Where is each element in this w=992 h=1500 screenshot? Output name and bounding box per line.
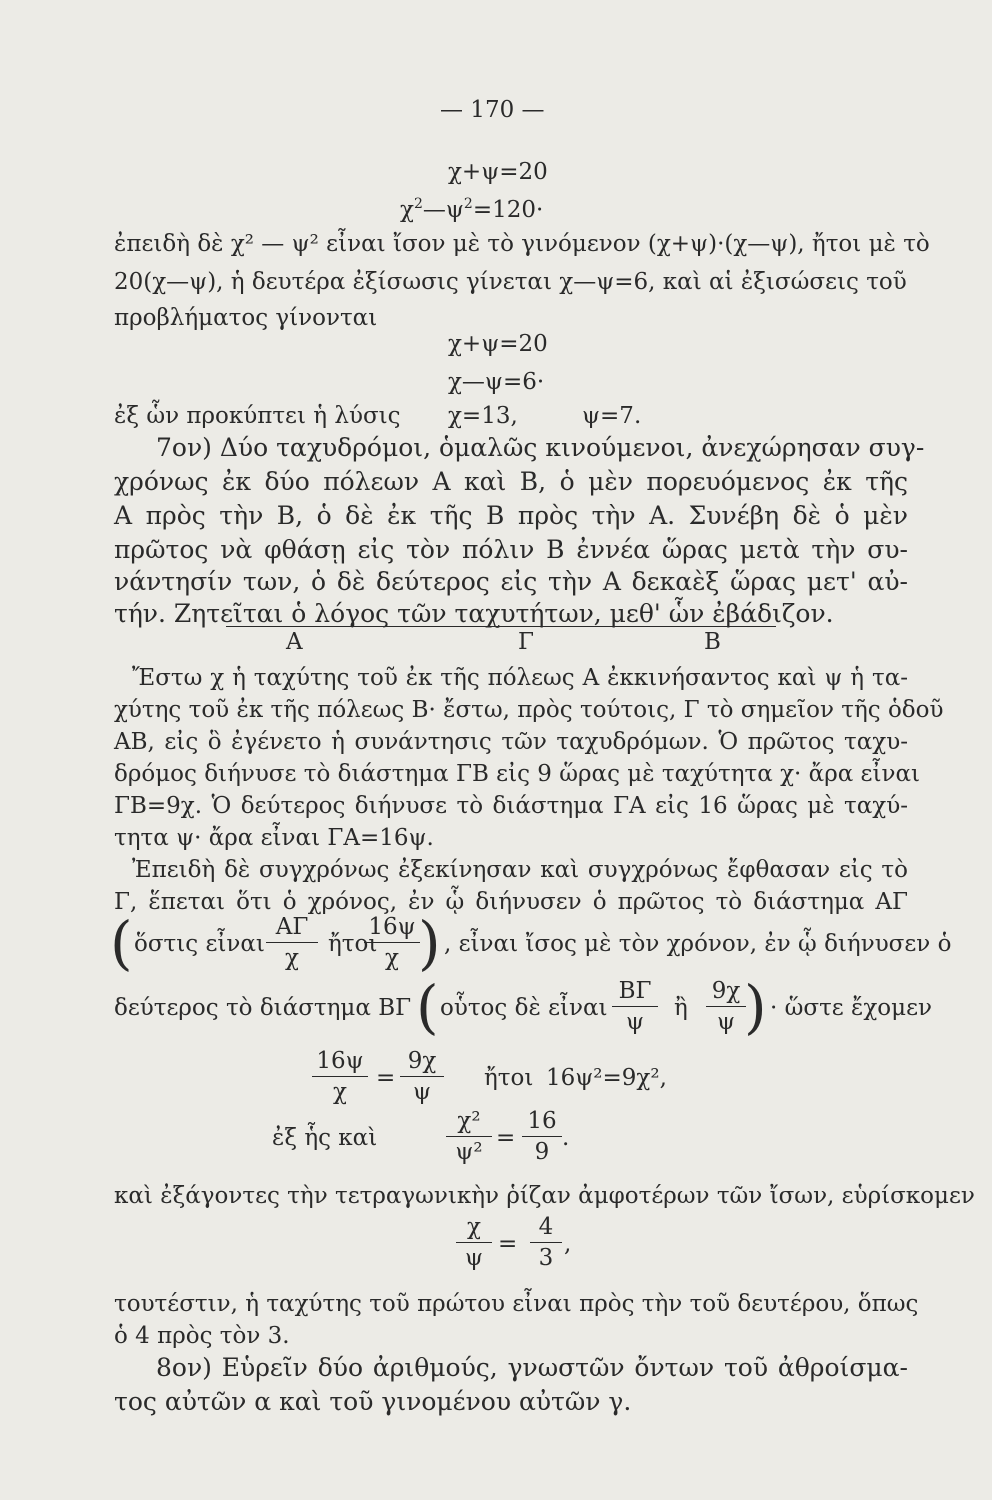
point-a-label: Α — [286, 629, 303, 655]
fraction-x2-over-y2: $\frac{\text{χ²}}{\text{ψ²}}$ — [446, 1108, 492, 1165]
equals-sign: = — [498, 1231, 518, 1257]
page-number: — 170 — — [440, 97, 545, 123]
inline-text: · ὥστε ἔχομεν — [770, 995, 933, 1021]
text-line: χύτης τοῦ ἐκ τῆς πόλεως Β· ἔστω, πρὸς τούτοις, Γ τὸ σημεῖον τῆς ὁδοῦ — [114, 697, 944, 723]
close-parenthesis: ) — [744, 973, 767, 1041]
inline-text: ἤτοι — [484, 1065, 534, 1091]
fraction-4-over-3: $\frac{4}{3}$ — [530, 1214, 562, 1271]
text-line: 20(χ—ψ), ἡ δευτέρα ἐξίσωσις γίνεται χ—ψ=6, καὶ αἱ ἐξισώσεις τοῦ — [114, 269, 907, 295]
equation-difference: χ—ψ=6· — [448, 369, 545, 395]
solution-x: χ=13, — [448, 403, 518, 429]
text-line: Ἐπειδὴ δὲ συγχρόνως ἐξεκίνησαν καὶ συγχρόνως ἔφθασαν εἰς τὸ — [132, 857, 908, 883]
text-line: Γ, ἕπεται ὅτι ὁ χρόνος, ἐν ᾧ διήνυσεν ὁ πρῶτος τὸ διάστημα ΑΓ — [114, 889, 908, 915]
equals-sign: = — [376, 1065, 396, 1091]
solution-lead: ἐξ ὧν προκύπτει ἡ λύσις — [114, 403, 401, 429]
fraction-ag-over-x: $\frac{A\Gamma}{\chi}$ — [266, 914, 318, 971]
inline-text: ἢ — [674, 995, 688, 1021]
comma: , — [564, 1231, 572, 1257]
problem-line: τήν. Ζητεῖται ὁ λόγος τῶν ταχυτήτων, μεθ' ὧν ἐβάδιζον. — [114, 599, 834, 628]
text-line: ΑΒ, εἰς ὃ ἐγένετο ἡ συνάντησις τῶν ταχυδρόμων. Ὁ πρῶτος ταχυ- — [114, 729, 908, 755]
text-line: προβλήματος γίνονται — [114, 305, 378, 331]
open-parenthesis: ( — [110, 909, 133, 977]
inline-text: οὗτος δὲ εἶναι — [440, 995, 608, 1021]
inline-text: ὅστις εἶναι — [134, 931, 265, 957]
text-line: τητα ψ· ἄρα εἶναι ΓΑ=16ψ. — [114, 825, 434, 851]
segment-ab — [226, 626, 776, 627]
text-line: καὶ ἐξάγοντες τὴν τετραγωνικὴν ῥίζαν ἀμφοτέρων τῶν ἴσων, εὑρίσκομεν — [114, 1183, 975, 1209]
fraction-16y-over-x: $\frac{16\psi}{\chi}$ — [364, 914, 420, 971]
equation-sum: χ+ψ=20 — [448, 331, 548, 357]
problem-line: πρῶτος νὰ φθάσῃ εἰς τὸν πόλιν Β ἐννέα ὥρας μετὰ τὴν συ- — [114, 535, 908, 564]
point-g-label: Γ — [518, 629, 534, 655]
text-line: τουτέστιν, ἡ ταχύτης τοῦ πρώτου εἶναι πρὸς τὴν τοῦ δευτέρου, ὅπως — [114, 1291, 919, 1317]
text-line: ΓΒ=9χ. Ὁ δεύτερος διήνυσε τὸ διάστημα ΓΑ εἰς 16 ὥρας μὲ ταχύ- — [114, 793, 908, 819]
fraction-9x-over-y: $\frac{9\chi}{\psi}$ — [706, 978, 746, 1035]
equation-squares: $\chi^2—\psi^2=120\cdot$ — [400, 196, 544, 223]
close-parenthesis: ) — [418, 909, 441, 977]
fraction-bg-over-y: $\frac{B\Gamma}{\psi}$ — [612, 978, 658, 1035]
text-line: Ἔστω χ ἡ ταχύτης τοῦ ἐκ τῆς πόλεως Α ἐκκινήσαντος καὶ ψ ἡ τα- — [132, 665, 908, 691]
open-parenthesis: ( — [416, 973, 439, 1041]
equation-result: 16ψ²=9χ², — [546, 1065, 667, 1091]
equals-sign: = — [496, 1125, 516, 1151]
problem-line: τος αὐτῶν α καὶ τοῦ γινομένου αὐτῶν γ. — [114, 1387, 632, 1416]
inline-text: δεύτερος τὸ διάστημα ΒΓ — [114, 995, 412, 1021]
problem-line: νάντησίν των, ὁ δὲ δεύτερος εἰς τὴν Α δεκαὲξ ὥρας μετ' αὐ- — [114, 567, 908, 596]
fraction-16y-over-x: $\frac{16\psi}{\chi}$ — [312, 1048, 368, 1105]
problem-line: 7ον) Δύο ταχυδρόμοι, ὁμαλῶς κινούμενοι, ἀνεχώρησαν συγ- — [156, 433, 925, 462]
equation-sum: χ+ψ=20 — [448, 159, 548, 185]
text-line: ἐπειδὴ δὲ χ² — ψ² εἶναι ἴσον μὲ τὸ γινόμενον (χ+ψ)·(χ—ψ), ἤτοι μὲ τὸ — [114, 231, 930, 257]
fraction-x-over-y: $\frac{\chi}{\psi}$ — [456, 1214, 492, 1271]
inline-text: , εἶναι ἴσος μὲ τὸν χρόνον, ἐν ᾧ διήνυσεν ὁ — [444, 931, 952, 957]
inline-text: ἐξ ἧς καὶ — [272, 1125, 378, 1151]
problem-line: χρόνως ἐκ δύο πόλεων Α καὶ Β, ὁ μὲν πορευόμενος ἐκ τῆς — [114, 467, 908, 496]
problem-line: Α πρὸς τὴν Β, ὁ δὲ ἐκ τῆς Β πρὸς τὴν Α. Συνέβη δὲ ὁ μὲν — [114, 501, 908, 530]
point-b-label: Β — [704, 629, 721, 655]
period: . — [562, 1125, 570, 1151]
text-line: δρόμος διήνυσε τὸ διάστημα ΓΒ εἰς 9 ὥρας μὲ ταχύτητα χ· ἄρα εἶναι — [114, 761, 921, 787]
fraction-16-over-9: $\frac{16}{9}$ — [522, 1108, 562, 1165]
problem-line: 8ον) Εὑρεῖν δύο ἀριθμούς, γνωστῶν ὄντων τοῦ ἀθροίσμα- — [156, 1353, 908, 1382]
fraction-9x-over-y: $\frac{9\chi}{\psi}$ — [400, 1048, 444, 1105]
solution-y: ψ=7. — [582, 403, 642, 429]
text-line: ὁ 4 πρὸς τὸν 3. — [114, 1323, 290, 1349]
inline-text: ἤτοι — [328, 931, 378, 957]
